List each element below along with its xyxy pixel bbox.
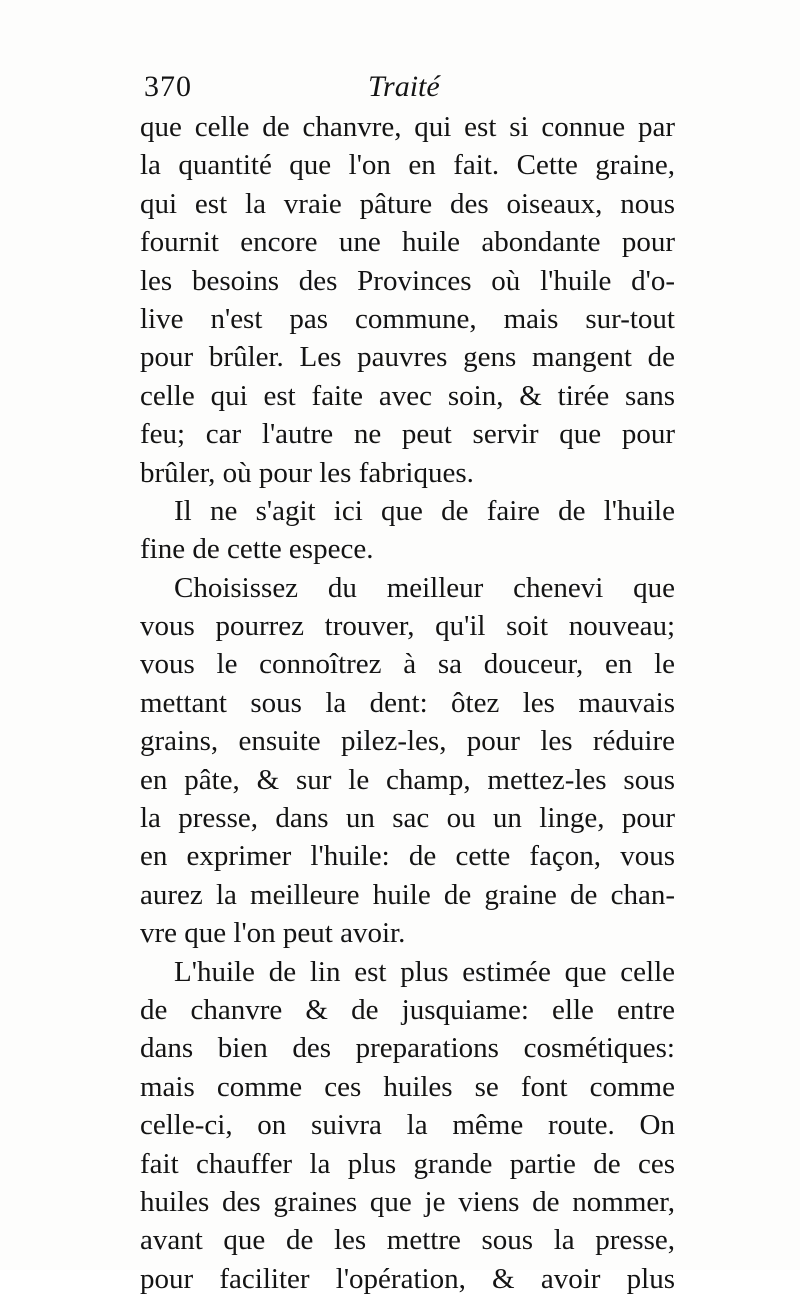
text-line: vous pourrez trouver, qu'il soit nouveau; bbox=[140, 610, 675, 643]
page-header bbox=[140, 70, 670, 110]
text-line: celle-ci, on suivra la même route. On bbox=[140, 1109, 675, 1142]
text-line: celle qui est faite avec soin, & tirée sans bbox=[140, 379, 675, 412]
text-line: live n'est pas commune, mais sur-tout bbox=[140, 302, 675, 335]
text-line: fournit encore une huile abondante pour bbox=[140, 226, 675, 259]
text-line: mais comme ces huiles se font comme bbox=[140, 1070, 675, 1103]
text-line: pour faciliter l'opération, & avoir plus bbox=[140, 1262, 675, 1295]
text-line: en pâte, & sur le champ, mettez-les sous bbox=[140, 763, 675, 796]
text-line: en exprimer l'huile: de cette façon, vous bbox=[140, 840, 675, 873]
text-line: la presse, dans un sac ou un linge, pour bbox=[140, 802, 675, 835]
text-line: de chanvre & de jusquiame: elle entre bbox=[140, 993, 675, 1026]
text-line: huiles des graines que je viens de nommer, bbox=[140, 1185, 675, 1218]
text-line: Choisissez du meilleur chenevi que bbox=[174, 571, 675, 604]
running-head: Traité bbox=[368, 70, 440, 103]
page-number: 370 bbox=[144, 70, 192, 103]
text-line: grains, ensuite pilez-les, pour les réduire bbox=[140, 725, 675, 758]
text-line: avant que de les mettre sous la presse, bbox=[140, 1224, 675, 1257]
text-line: vre que l'on peut avoir. bbox=[140, 917, 406, 950]
text-line: les besoins des Provinces où l'huile d'o- bbox=[140, 264, 675, 297]
text-line: Il ne s'agit ici que de faire de l'huile bbox=[174, 494, 675, 527]
text-line: pour brûler. Les pauvres gens mangent de bbox=[140, 341, 675, 374]
text-line: dans bien des preparations cosmétiques: bbox=[140, 1032, 675, 1065]
text-line: L'huile de lin est plus estimée que celle bbox=[174, 955, 675, 988]
text-line: fait chauffer la plus grande partie de ces bbox=[140, 1147, 675, 1180]
text-line: aurez la meilleure huile de graine de chan- bbox=[140, 878, 675, 911]
text-line: mettant sous la dent: ôtez les mauvais bbox=[140, 686, 675, 719]
text-line: fine de cette espece. bbox=[140, 533, 374, 566]
text-line: qui est la vraie pâture des oiseaux, nous bbox=[140, 187, 675, 220]
text-line: feu; car l'autre ne peut servir que pour bbox=[140, 418, 675, 451]
body-text bbox=[140, 108, 675, 1298]
text-line: brûler, où pour les fabriques. bbox=[140, 456, 474, 489]
text-line: la quantité que l'on en fait. Cette graine, bbox=[140, 149, 675, 182]
text-line: vous le connoîtrez à sa douceur, en le bbox=[140, 648, 675, 681]
text-line: que celle de chanvre, qui est si connue par bbox=[140, 111, 675, 143]
